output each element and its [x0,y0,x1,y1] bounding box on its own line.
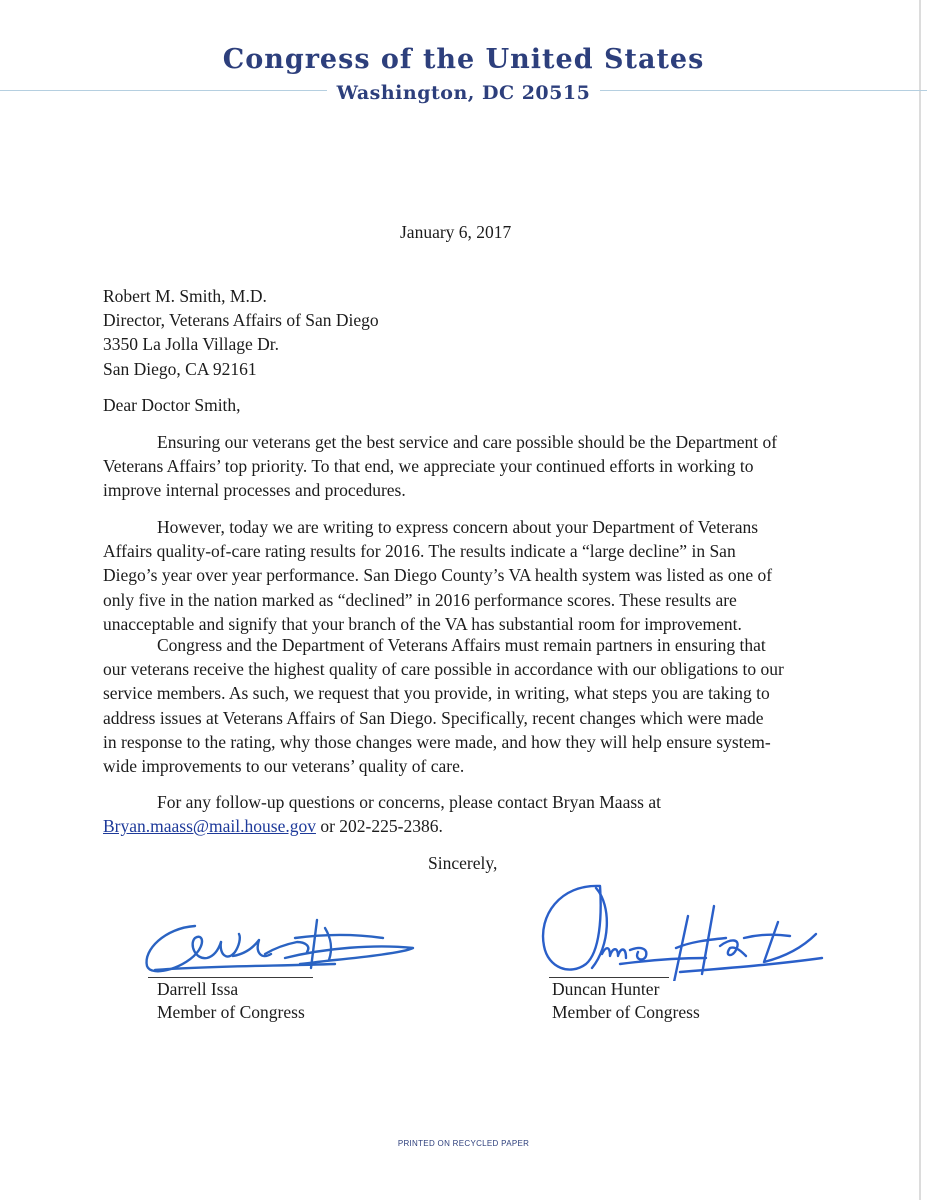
paragraph-line: Congress and the Department of Veterans Affairs must remain partners in ensuring that [157,635,766,655]
signer-1-title: Member of Congress [157,1002,305,1022]
letterhead-address [0,82,927,104]
closing: Sincerely, [428,853,498,873]
paragraph-line: unacceptable and signify that your branch of the VA has substantial room for improvement. [103,613,742,634]
paragraph-line: However, today we are writing to express concern about your Department of Veterans [157,517,759,537]
paragraph-3 [103,633,784,778]
paragraph-line: wide improvements to our veterans’ quality of care. [103,756,465,777]
signer-1-name: Darrell Issa [157,979,239,999]
paragraph-line: service members. As such, we request that you provide, in writing, what steps you are taking to [103,683,770,704]
footer-recycled-paper: PRINTED ON RECYCLED PAPER [397,1139,530,1148]
recipient-title: Director, Veterans Affairs of San Diego [103,310,379,331]
contact-phone: or 202-225-2386. [315,816,443,837]
paragraph-1 [103,430,777,503]
letterhead-title: Congress of the United States [222,44,705,75]
page-edge [919,0,921,1200]
signature-duncan-hunter [530,876,830,981]
paragraph-line: in response to the rating, why those changes were made, and how they will help ensure system- [103,731,771,752]
signature-darrell-issa [135,908,425,983]
contact-line [103,814,661,838]
paragraph-line: Ensuring our veterans get the best service and care possible should be the Department of [157,432,778,452]
contact-email-link[interactable]: Bryan.maass@mail.house.gov [103,816,316,837]
salutation: Dear Doctor Smith, [103,395,241,415]
paragraph-4 [103,790,661,838]
signer-2-title: Member of Congress [552,1002,700,1022]
paragraph-line: Diego’s year over year performance. San Diego County’s VA health system was listed as one of [103,565,773,586]
paragraph-line: our veterans receive the highest quality of care possible in accordance with our obligations to our [103,659,784,680]
recipient-city: San Diego, CA 92161 [103,358,257,379]
paragraph-line: Affairs quality-of-care rating results for 2016. The results indicate a “large decline” in San [103,541,736,562]
signer-2-name: Duncan Hunter [552,979,660,999]
letterhead-address-text: Washington, DC 20515 [327,82,601,104]
recipient-street: 3350 La Jolla Village Dr. [103,334,280,355]
paragraph-line: only five in the nation marked as “declined” in 2016 performance scores. These results are [103,589,737,610]
recipient-name: Robert M. Smith, M.D. [103,286,267,306]
paragraph-line: address issues at Veterans Affairs of San Diego. Specifically, recent changes which were made [103,707,764,728]
recipient-block [103,284,379,381]
paragraph-line: For any follow-up questions or concerns, please contact Bryan Maass at [157,792,661,812]
paragraph-line: Veterans Affairs’ top priority. To that end, we appreciate your continued efforts in working to [103,456,754,477]
paragraph-line: improve internal processes and procedures. [103,480,406,501]
letter-date: January 6, 2017 [400,222,512,242]
paragraph-2 [103,515,772,636]
